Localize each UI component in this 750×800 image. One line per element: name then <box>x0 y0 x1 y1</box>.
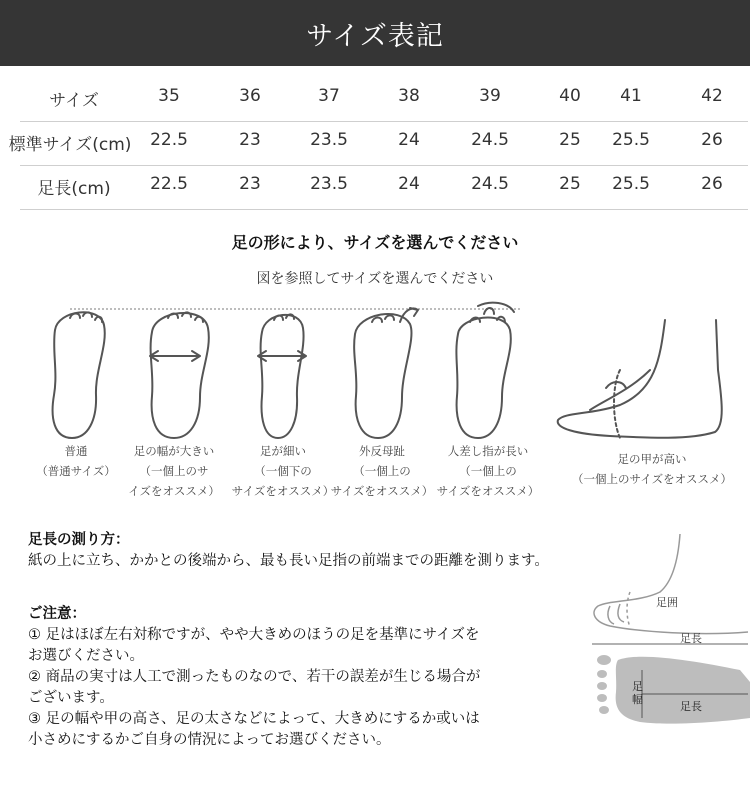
size-table <box>0 74 750 206</box>
caption-line: サイズをオススメ） <box>231 484 335 498</box>
normal-foot-icon <box>53 312 105 438</box>
caption-line: （一個上の <box>353 464 411 478</box>
table-cell: 39 <box>479 86 501 106</box>
caption-line: サイズをオススメ） <box>330 484 434 498</box>
table-cell: 24 <box>398 174 420 194</box>
notes-section <box>28 604 480 751</box>
long-second-toe-icon <box>456 303 514 438</box>
row-label: 足長(cm) <box>37 179 111 199</box>
footprint-icon <box>597 655 750 724</box>
table-cell: 25.5 <box>612 130 650 150</box>
title-banner <box>0 0 750 66</box>
caption-line: イズをオススメ） <box>128 484 220 498</box>
measure-text: 紙の上に立ち、かかとの後端から、最も長い足指の前端までの距離を測ります。 <box>28 553 549 569</box>
foot-shape-subheading: 図を参照してサイズを選んでください <box>256 271 494 287</box>
note-line: ① 足はほぼ左右対称ですが、やや大きめのほうの足を基準にサイズを <box>28 627 480 643</box>
table-cell: 41 <box>620 86 642 106</box>
long-toe-caption <box>437 441 539 501</box>
row-label: サイズ <box>49 91 99 111</box>
table-divider <box>20 165 748 166</box>
length-label-bottom: 足長 <box>680 700 702 713</box>
table-cell: 25 <box>559 130 581 150</box>
high-instep-foot-icon <box>558 320 722 438</box>
table-cell: 25 <box>559 174 581 194</box>
table-cell: 26 <box>701 130 723 150</box>
table-cell: 23.5 <box>310 130 348 150</box>
narrow-caption <box>232 441 334 501</box>
table-divider <box>20 209 748 210</box>
measure-section <box>28 530 549 572</box>
caption-line: 人差し指が長い <box>447 444 529 458</box>
measurement-diagram <box>580 532 750 732</box>
width-label: 足幅 <box>632 680 643 706</box>
normal-caption <box>36 441 116 481</box>
table-cell: 24.5 <box>471 130 509 150</box>
side-foot-outline <box>594 534 748 634</box>
girth-label: 足囲 <box>656 596 678 609</box>
note-line: ③ 足の幅や甲の高さ、足の太さなどによって、大きめにするか或いは <box>28 711 480 727</box>
table-cell: 37 <box>318 86 340 106</box>
table-cell: 23 <box>239 174 261 194</box>
bunion-foot-icon <box>354 308 418 438</box>
foot-shape-heading: 足の形により、サイズを選んでください <box>231 233 519 252</box>
narrow-foot-icon <box>258 314 306 438</box>
caption-line: （一個上の <box>459 464 517 478</box>
caption-line: サイズをオススメ） <box>436 484 540 498</box>
wide-foot-icon <box>150 312 209 438</box>
table-cell: 35 <box>158 86 180 106</box>
caption-line: （普通サイズ） <box>36 464 116 478</box>
note-line: お選びください。 <box>28 648 144 664</box>
caption-line: 足が細い <box>260 444 306 458</box>
caption-line: 足の甲が高い <box>617 452 687 466</box>
row-label: 標準サイズ(cm) <box>8 135 132 155</box>
caption-line: 外反母趾 <box>359 444 405 458</box>
wide-caption <box>128 441 220 501</box>
standard-size-row <box>0 118 750 162</box>
table-cell: 36 <box>239 86 261 106</box>
table-cell: 22.5 <box>150 174 188 194</box>
girth-line <box>627 592 630 627</box>
foot-shape-illustrations <box>0 300 750 450</box>
banner-title: サイズ表記 <box>306 20 444 52</box>
table-cell: 24.5 <box>471 174 509 194</box>
note-line: ございます。 <box>28 690 114 706</box>
table-cell: 23.5 <box>310 174 348 194</box>
measure-title: 足長の測り方： <box>28 532 130 548</box>
note-line: 小さめにするかご自身の情況によってお選びください。 <box>28 732 391 748</box>
toes-outline <box>608 604 624 624</box>
table-cell: 40 <box>559 86 581 106</box>
caption-line: 足の幅が大きい <box>133 444 215 458</box>
table-cell: 25.5 <box>612 174 650 194</box>
table-divider <box>20 121 748 122</box>
high-instep-caption <box>572 449 732 489</box>
table-cell: 24 <box>398 130 420 150</box>
table-cell: 26 <box>701 174 723 194</box>
foot-length-row <box>0 162 750 206</box>
caption-line: 普通 <box>64 444 88 458</box>
table-cell: 23 <box>239 130 261 150</box>
caption-line: （一個上のサ <box>139 464 209 478</box>
bunion-caption <box>331 441 433 501</box>
note-line: ② 商品の実寸は人工で測ったものなので、若干の誤差が生じる場合が <box>28 669 481 685</box>
size-row <box>0 74 750 118</box>
length-label-top: 足長 <box>680 632 702 645</box>
caption-line: （一個下の <box>254 464 312 478</box>
notes-title: ご注意： <box>28 606 86 622</box>
caption-line: （一個上のサイズをオススメ） <box>572 472 732 486</box>
table-cell: 22.5 <box>150 130 188 150</box>
table-cell: 42 <box>701 86 723 106</box>
table-cell: 38 <box>398 86 420 106</box>
